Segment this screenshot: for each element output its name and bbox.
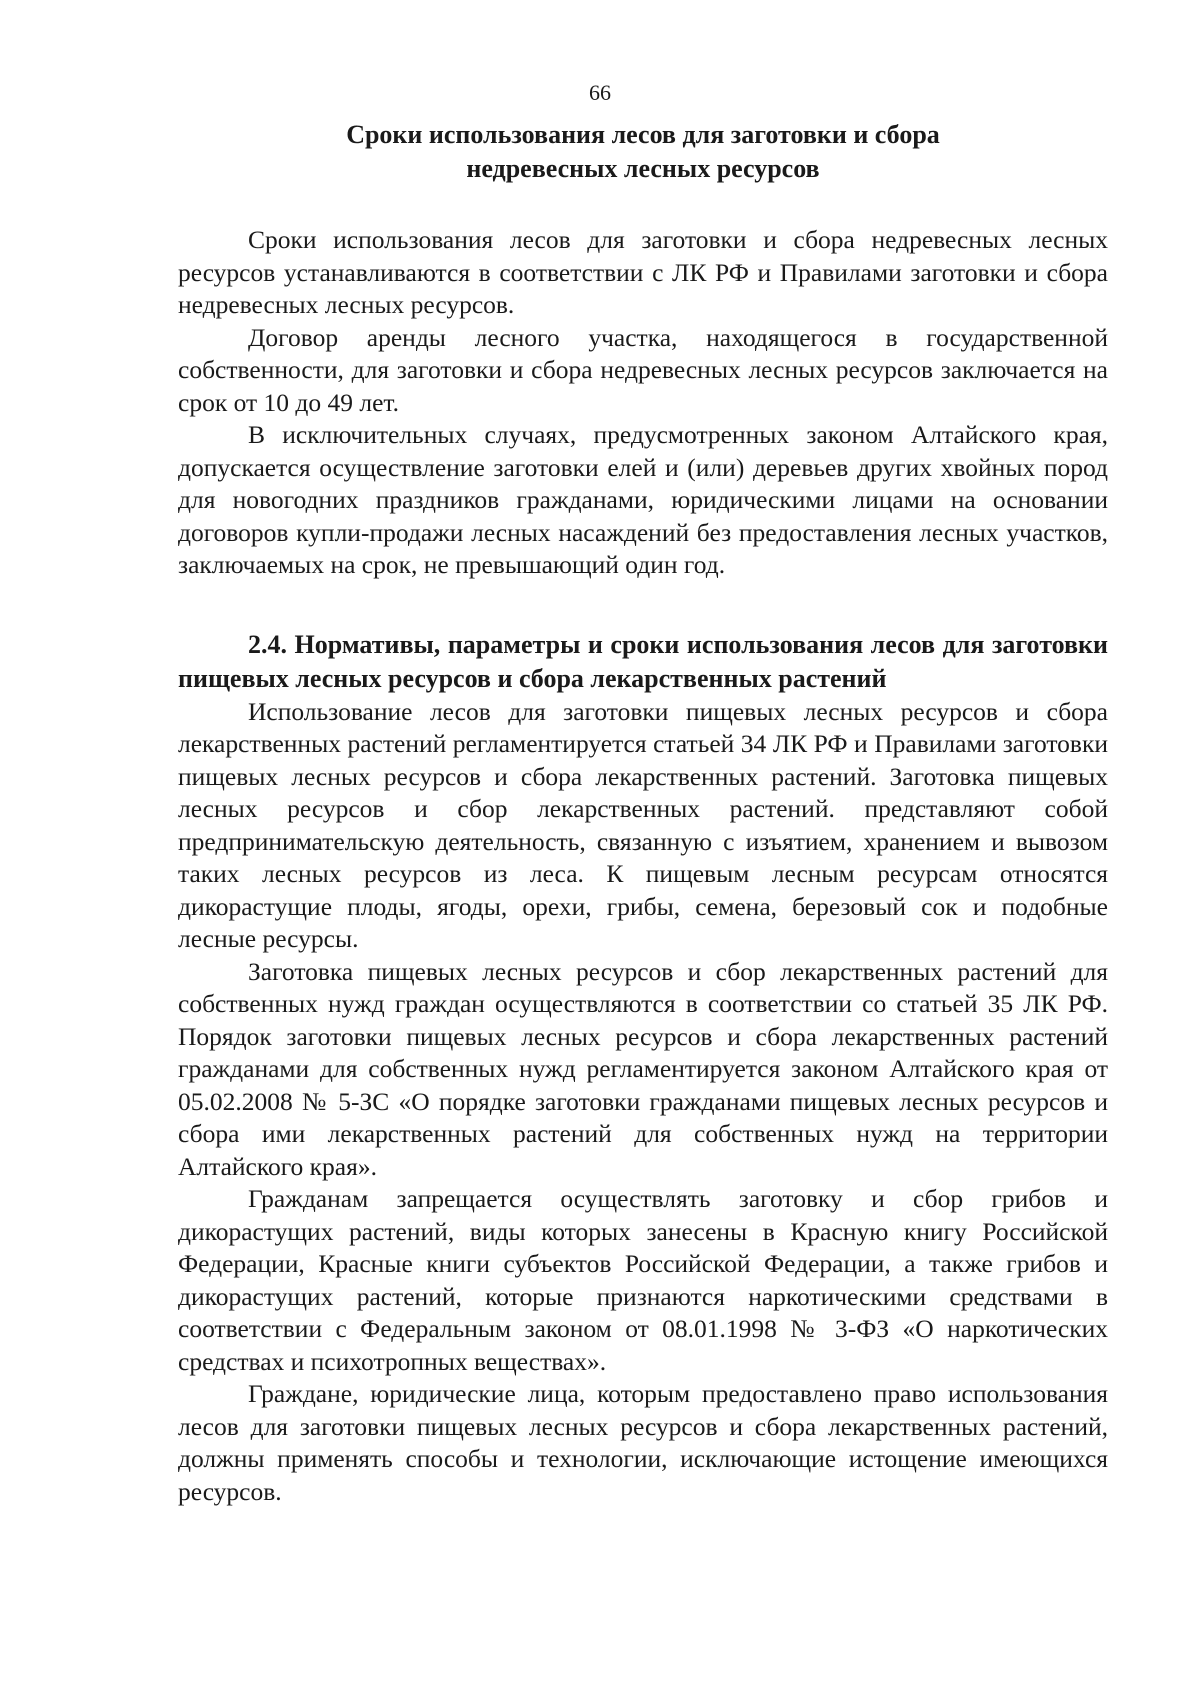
document-body [178, 118, 1108, 1508]
paragraph-terms: Сроки использования лесов для заготовки и сбора недревесных лесных ресурсов устанавливаются в соответствии с ЛК РФ и Правилами заготовки и сбора недревесных лесных ресурсов. [178, 225, 1108, 319]
section-title-line-1: Сроки использования лесов для заготовки и сбора [346, 120, 940, 149]
paragraph-food-resources-use: Использование лесов для заготовки пищевых лесных ресурсов и сбора лекарственных растений регламентируется статьей 34 ЛК РФ и Правилами заготовки пищевых лесных ресурсов и сбора лекарственных растений. Заготовка пищевых лесных ресурсов и сбор лекарственных растений. представляют собой предпринимательскую деятельность, связанную с изъятием, хранением и вывозом таких лесных ресурсов из леса. К пищевым лесным ресурсам относятся дикорастущие плоды, ягоды, орехи, грибы, семена, березовый сок и подобные лесные ресурсы. [178, 696, 1108, 953]
page-number: 66 [589, 80, 611, 105]
section-title [178, 118, 1108, 186]
section-title-line-2: недревесных лесных ресурсов [466, 154, 820, 183]
section-heading-2-4: 2.4. Нормативы, параметры и сроки использования лесов для заготовки пищевых лесных ресурсов и сбора лекарственных растений [178, 629, 1108, 693]
paragraph-technologies: Граждане, юридические лица, которым предоставлено право использования лесов для заготовки пищевых лесных ресурсов и сбора лекарственных растений, должны применять способы и технологии, исключающие истощение имеющихся ресурсов. [178, 1379, 1108, 1506]
paragraph-own-needs: Заготовка пищевых лесных ресурсов и сбор лекарственных растений для собственных нужд граждан осуществляются в соответствии со статьей 35 ЛК РФ. Порядок заготовки пищевых лесных ресурсов и сбора лекарственных растений гражданами для собственных нужд регламентируется законом Алтайского края от 05.02.2008 № 5-ЗС «О порядке заготовки гражданами пищевых лесных ресурсов и сбора ими лекарственных растений для собственных нужд на территории Алтайского края». [178, 956, 1108, 1181]
paragraph-exceptional-cases: В исключительных случаях, предусмотренных законом Алтайского края, допускается осуществление заготовки елей и (или) деревьев других хвойных пород для новогодних праздников гражданами, юридическими лицами на основании договоров купли-продажи лесных насаждений без предоставления лесных участков, заключаемых на срок, не превышающий один год. [178, 420, 1108, 579]
paragraph-prohibitions: Гражданам запрещается осуществлять заготовку и сбор грибов и дикорастущих растений, виды которых занесены в Красную книгу Российской Федерации, Красные книги субъектов Российской Федерации, а также грибов и дикорастущих растений, которые признаются наркотическими средствами в соответствии с Федеральным законом от 08.01.1998 № 3-ФЗ «О наркотических средствах и психотропных веществах». [178, 1184, 1108, 1376]
paragraph-lease-agreement: Договор аренды лесного участка, находящегося в государственной собственности, для заготовки и сбора недревесных лесных ресурсов заключается на срок от 10 до 49 лет. [178, 322, 1108, 417]
